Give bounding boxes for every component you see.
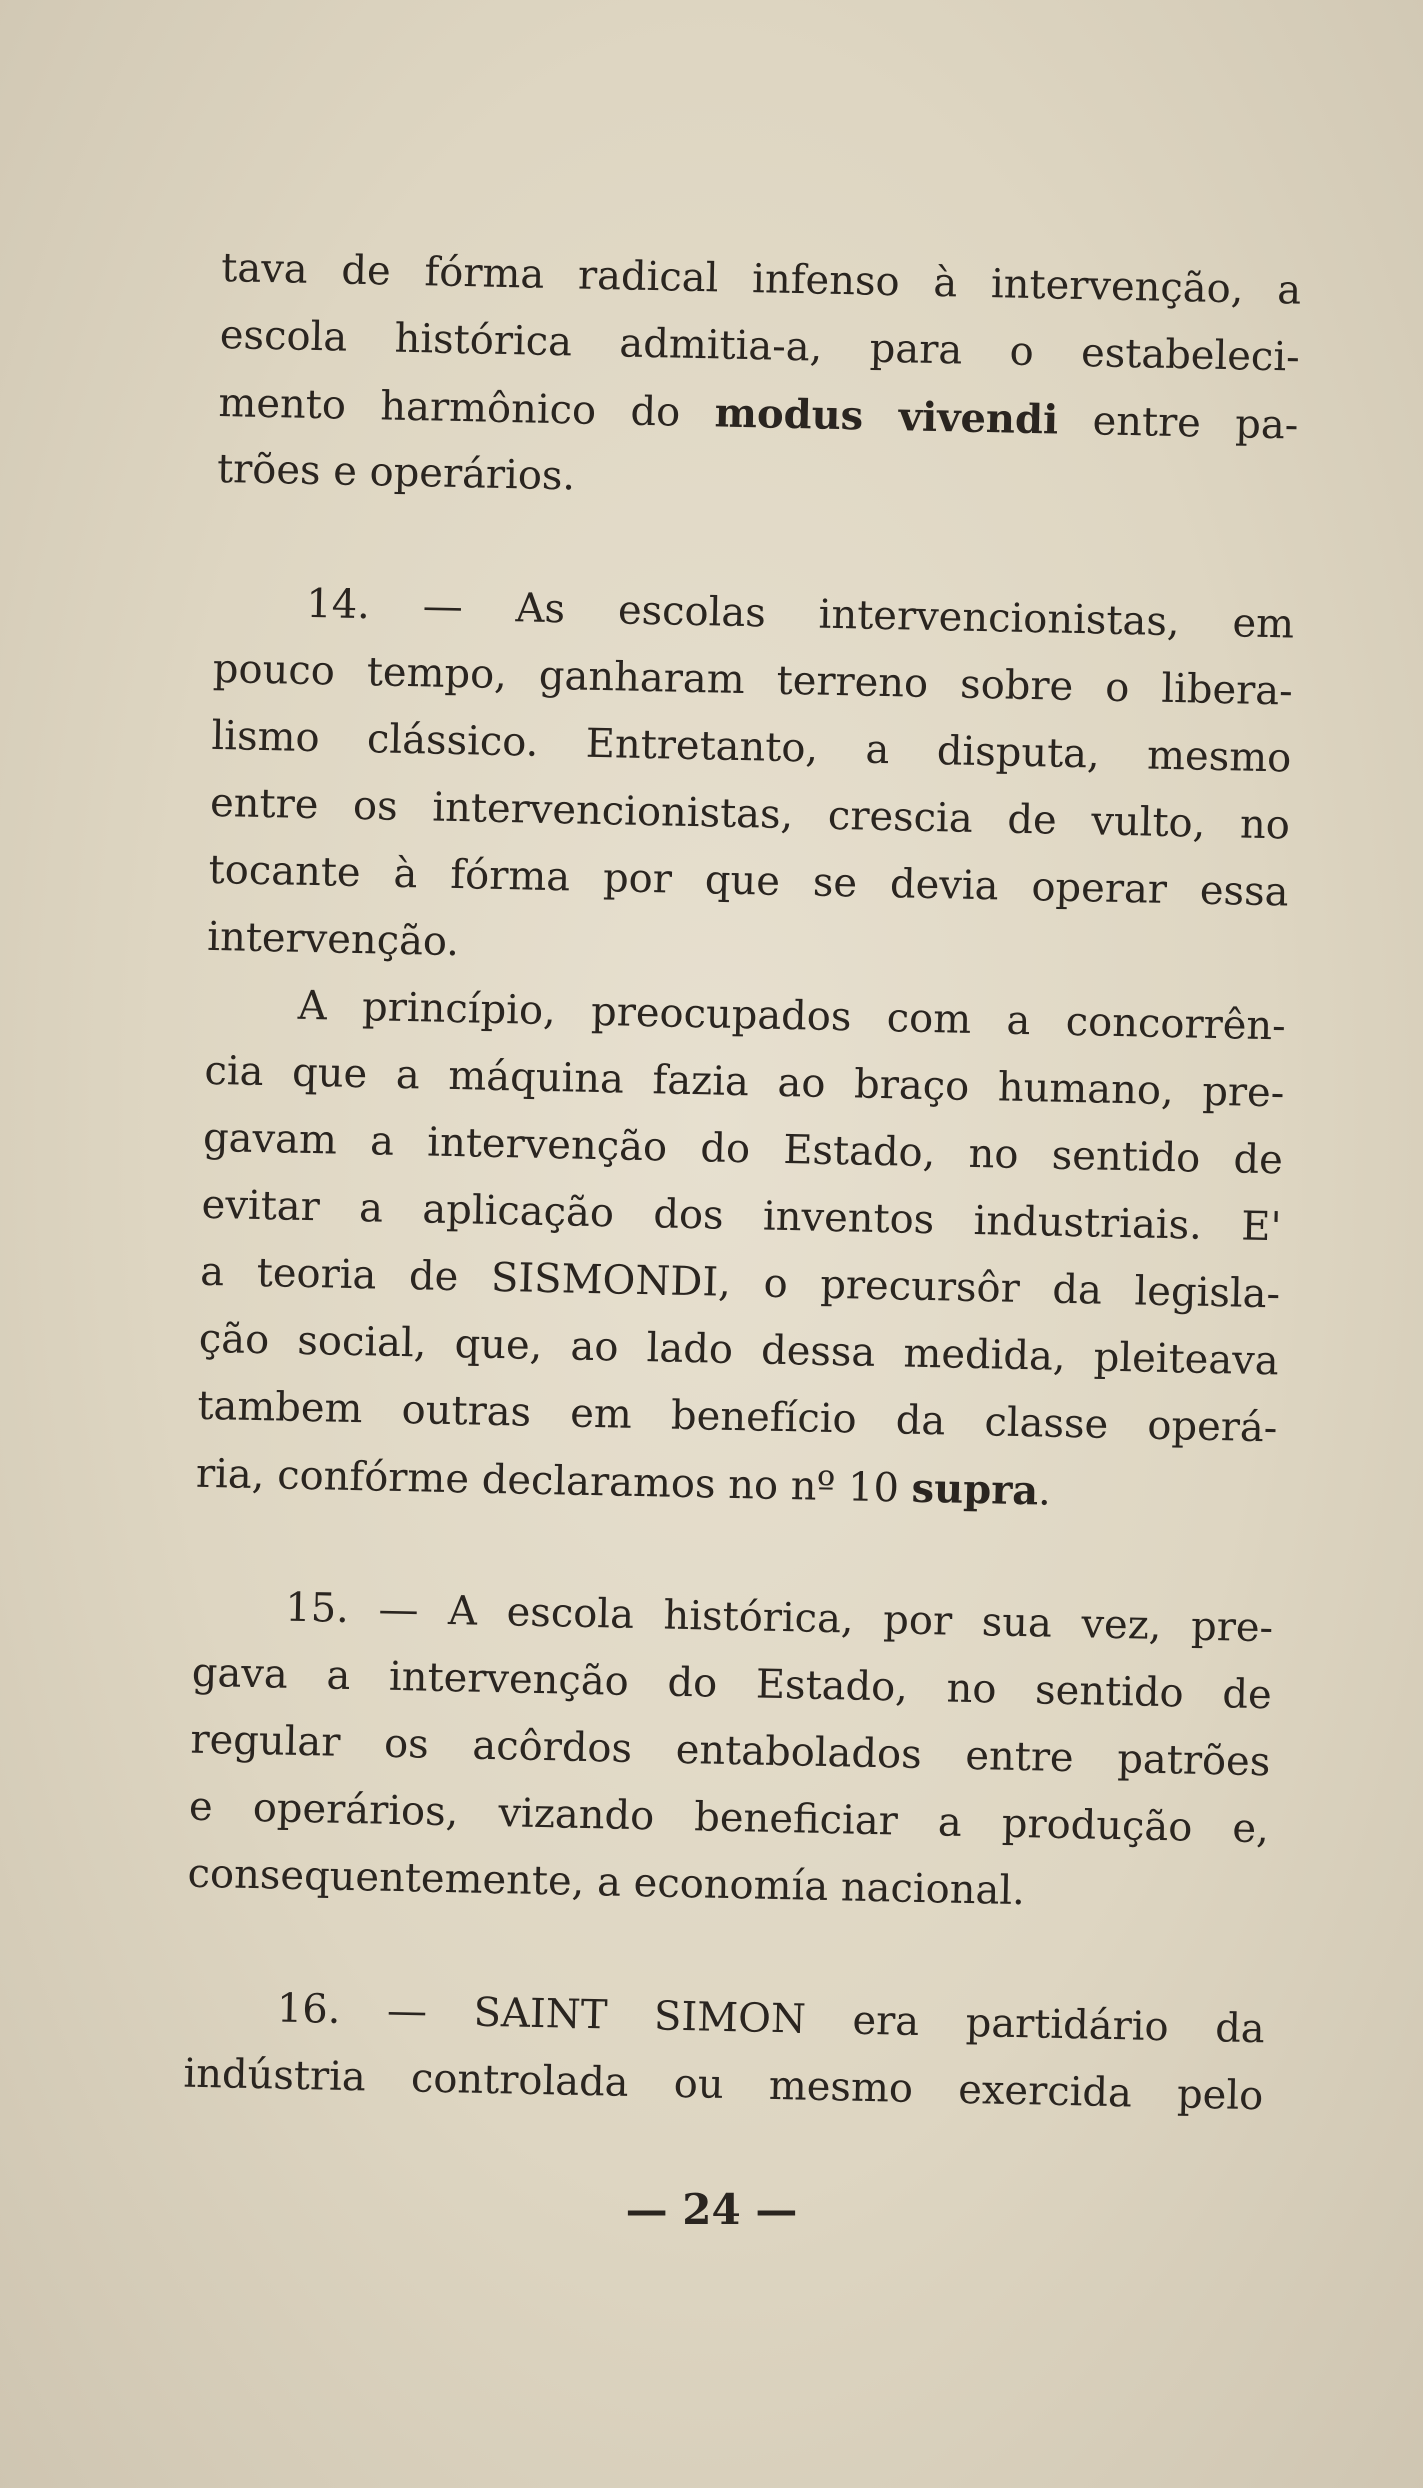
text-segment: mento harmônico do <box>218 379 716 437</box>
text-line: 16. — SAINT SIMON era partidário da <box>276 1985 1266 2053</box>
text-segment: ria, confórme declaramos no nº 10 <box>195 1450 913 1512</box>
text-segment: . <box>1037 1468 1052 1515</box>
latin-phrase: modus vivendi <box>714 389 1059 444</box>
text-line: ção social, que, ao lado dessa medida, pleiteava <box>198 1315 1280 1385</box>
text-line: pouco tempo, ganharam terreno sobre o libera- <box>212 645 1294 715</box>
text-line: consequentemente, a economía nacional. <box>187 1850 1026 1915</box>
text-line: trões e operários. <box>216 445 576 500</box>
text-line: tocante à fórma por que se devia operar essa <box>208 846 1289 916</box>
text-line: tava de fórma radical infenso à intervenção, a <box>220 244 1302 314</box>
text-line: escola histórica admitia-a, para o estabeleci- <box>219 311 1301 381</box>
text-segment: entre pa- <box>1057 397 1299 449</box>
text-line: a teoria de SISMONDI, o precursôr da legisla- <box>199 1248 1281 1318</box>
text-line: evitar a aplicação dos inventos industriais. E' <box>201 1181 1282 1251</box>
latin-word: supra <box>911 1464 1039 1515</box>
text-line: regular os acôrdos entabolados entre patrões <box>189 1716 1271 1786</box>
text-line: e operários, vizando beneficiar a produção e, <box>188 1783 1270 1853</box>
text-line: gava a intervenção do Estado, no sentido de <box>191 1649 1273 1719</box>
body-text <box>183 235 1302 2130</box>
text-line: gavam a intervenção do Estado, no sentido de <box>202 1114 1284 1184</box>
text-line: 14. — As escolas intervencionistas, em <box>305 580 1295 648</box>
text-line: 15. — A escola histórica, por sua vez, pre- <box>284 1584 1274 1652</box>
text-line: intervenção. <box>206 913 460 966</box>
text-line: indústria controlada ou mesmo exercida pelo <box>183 2050 1264 2120</box>
text-line: cia que a máquina fazia ao braço humano, pre- <box>204 1047 1285 1117</box>
text-line: tambem outras em benefício da classe operá- <box>196 1382 1278 1452</box>
page-number: — 24 — <box>625 2185 798 2234</box>
text-line: A princípio, preocupados com a concorrên- <box>297 982 1287 1050</box>
text-line: entre os intervencionistas, crescia de vulto, no <box>209 779 1291 849</box>
text-line: lismo clássico. Entretanto, a disputa, mesmo <box>211 712 1292 782</box>
